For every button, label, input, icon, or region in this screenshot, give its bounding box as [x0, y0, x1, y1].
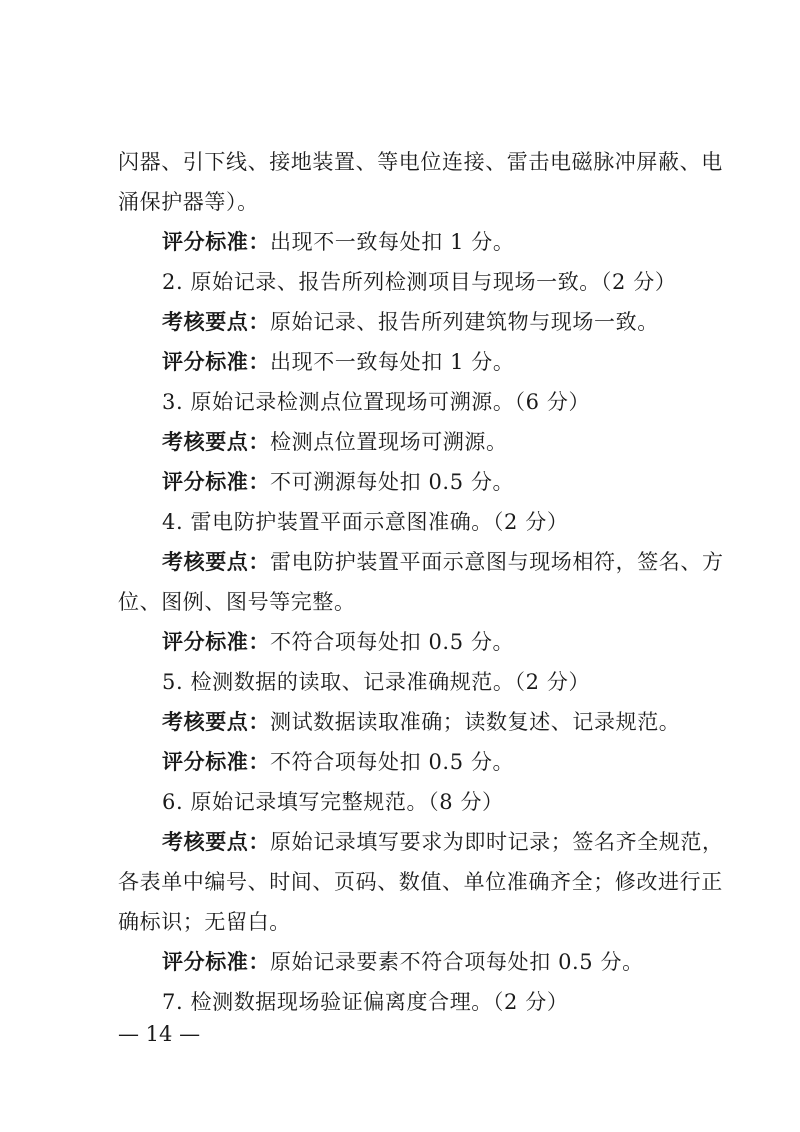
scoring-label: 评分标准： — [162, 229, 270, 254]
text-line-2 — [0, 187, 800, 217]
assessment-point-6 — [0, 827, 800, 857]
assessment-point-5 — [0, 707, 800, 737]
assessment-label: 考核要点： — [162, 309, 270, 334]
assessment-point-4 — [0, 547, 800, 577]
assessment-text: 雷电防护装置平面示意图与现场相符，签名、方 — [270, 550, 724, 574]
scoring-criteria-4 — [0, 627, 800, 657]
scoring-criteria-5 — [0, 747, 800, 777]
assessment-label: 考核要点： — [162, 709, 270, 734]
scoring-label: 评分标准： — [162, 629, 270, 654]
scoring-criteria-1 — [0, 227, 800, 257]
item-heading-3 — [0, 387, 800, 417]
item-text: 6. 原始记录填写完整规范。（8 分） — [162, 790, 504, 814]
scoring-text: 不可溯源每处扣 0.5 分。 — [270, 470, 515, 494]
text-line-1 — [0, 147, 800, 177]
body-text: 确标识；无留白。 — [118, 910, 291, 934]
body-text: 涌保护器等）。 — [118, 190, 259, 214]
scoring-criteria-6 — [0, 947, 800, 977]
assessment-point-3 — [0, 427, 800, 457]
assessment-text: 原始记录、报告所列建筑物与现场一致。 — [270, 310, 659, 334]
item-heading-5 — [0, 667, 800, 697]
assessment-label: 考核要点： — [162, 829, 270, 854]
scoring-text: 原始记录要素不符合项每处扣 0.5 分。 — [270, 950, 644, 974]
scoring-label: 评分标准： — [162, 469, 270, 494]
scoring-criteria-3 — [0, 467, 800, 497]
assessment-text: 原始记录填写要求为即时记录；签名齐全规范， — [270, 830, 724, 854]
assessment-text: 检测点位置现场可溯源。 — [270, 430, 508, 454]
assessment-point-2 — [0, 307, 800, 337]
body-text: 各表单中编号、时间、页码、数值、单位准确齐全；修改进行正 — [118, 870, 723, 894]
item-heading-6 — [0, 787, 800, 817]
item-heading-7 — [0, 987, 800, 1017]
scoring-text: 不符合项每处扣 0.5 分。 — [270, 750, 515, 774]
item-text: 5. 检测数据的读取、记录准确规范。（2 分） — [162, 670, 591, 694]
scoring-text: 出现不一致每处扣 1 分。 — [270, 230, 515, 254]
item-text: 2. 原始记录、报告所列检测项目与现场一致。（2 分） — [162, 270, 677, 294]
item-text: 4. 雷电防护装置平面示意图准确。（2 分） — [162, 510, 569, 534]
assessment-text: 测试数据读取准确；读数复述、记录规范。 — [270, 710, 681, 734]
text-line-19 — [0, 867, 800, 897]
assessment-label: 考核要点： — [162, 549, 270, 574]
page-number: — 14 — — [118, 1022, 201, 1046]
scoring-text: 不符合项每处扣 0.5 分。 — [270, 630, 515, 654]
scoring-label: 评分标准： — [162, 349, 270, 374]
scoring-label: 评分标准： — [162, 749, 270, 774]
item-heading-2 — [0, 267, 800, 297]
item-text: 7. 检测数据现场验证偏离度合理。（2 分） — [162, 990, 569, 1014]
text-line-12 — [0, 587, 800, 617]
item-text: 3. 原始记录检测点位置现场可溯源。（6 分） — [162, 390, 591, 414]
text-line-20 — [0, 907, 800, 937]
body-text: 闪器、引下线、接地装置、等电位连接、雷击电磁脉冲屏蔽、电 — [118, 150, 723, 174]
assessment-label: 考核要点： — [162, 429, 270, 454]
item-heading-4 — [0, 507, 800, 537]
body-text: 位、图例、图号等完整。 — [118, 590, 356, 614]
scoring-label: 评分标准： — [162, 949, 270, 974]
scoring-text: 出现不一致每处扣 1 分。 — [270, 350, 515, 374]
scoring-criteria-2 — [0, 347, 800, 377]
